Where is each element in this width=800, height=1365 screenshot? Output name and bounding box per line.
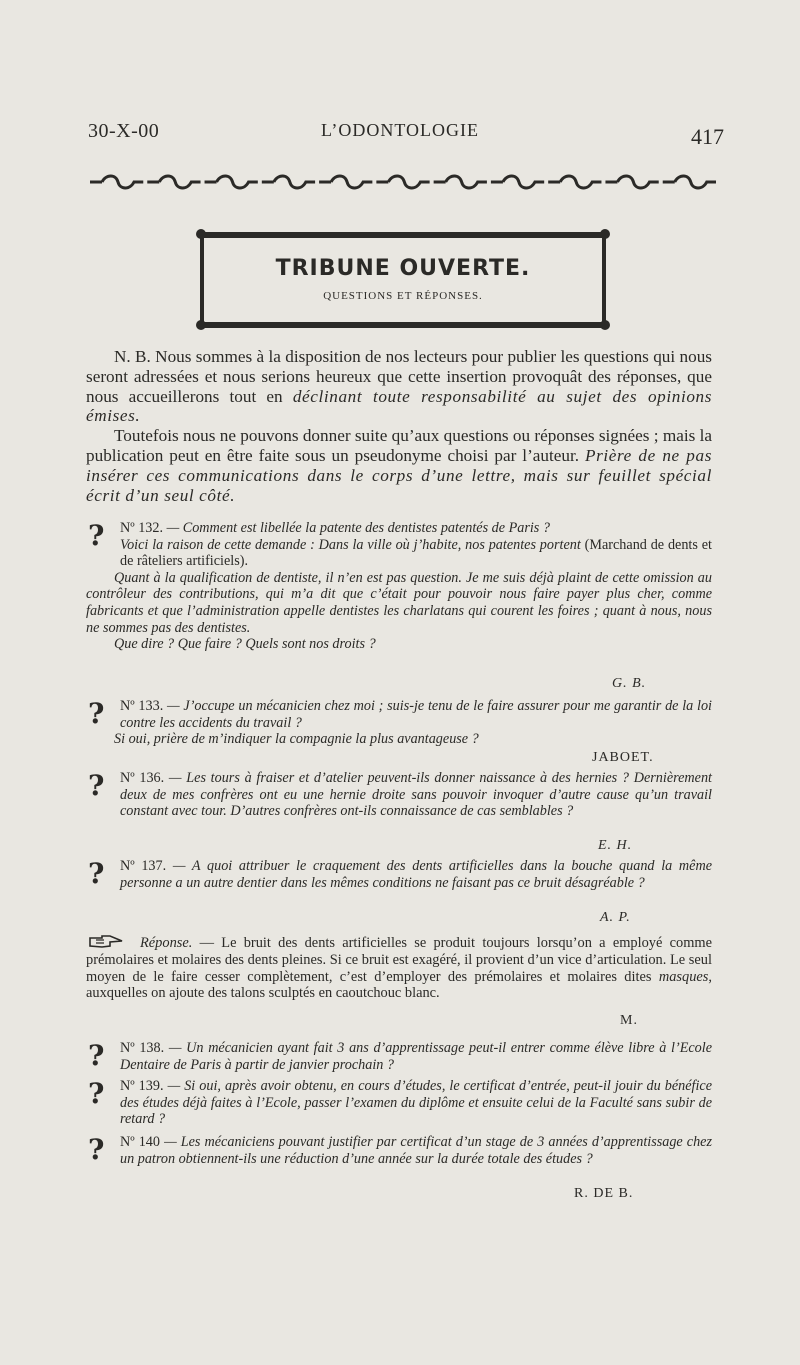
journal-title: L’ODONTOLOGIE bbox=[321, 120, 479, 140]
question-mark-icon: ? bbox=[88, 1039, 105, 1072]
question-139: Nº 139. — Si oui, après avoir obtenu, en cours d’études, le certificat d’entrée, peut-il jouir du bénéfice des études déjà faites à l’Ecole, passer l’examen du diplôme et ensuite celui de la Faculté sans subir de retard ? bbox=[120, 1078, 712, 1128]
section-title: TRIBUNE OUVERTE. bbox=[275, 256, 531, 281]
question-138: Nº 138. — Un mécanicien ayant fait 3 ans d’apprentissage peut-il entrer comme élève libre à l’Ecole Dentaire de Paris à partir de janvier prochain ? bbox=[120, 1040, 712, 1073]
question-mark-icon: ? bbox=[88, 857, 105, 890]
response-137: Réponse. — Le bruit des dents artificielles se produit toujours lorsqu’on a employé comme prémolaires et molaires des dents pleines. Si ce bruit est exagéré, il provient d’un vice d’articulation. Le seul moyen de le faire cesser complètement, c’est d’employer des prémolaires et molaires dites masques, auxquelles on ajoute des talons sculptés en caoutchouc blanc. bbox=[86, 935, 712, 1002]
question-140: Nº 140 — Les mécaniciens pouvant justifier par certificat d’un stage de 3 années d’apprentissage chez un patron obtiennent-ils une réduction d’une année sur la durée totale des études ? bbox=[120, 1134, 713, 1167]
issue-date: 30-X-00 bbox=[88, 120, 160, 142]
final-signature: R. DE B. bbox=[574, 1186, 634, 1201]
section-title-box bbox=[196, 228, 610, 330]
question-mark-icon: ? bbox=[88, 1133, 105, 1166]
question-mark-icon: ? bbox=[88, 1077, 105, 1110]
question-mark-icon: ? bbox=[88, 769, 105, 802]
ornament-segment bbox=[376, 176, 429, 188]
ornament-segment bbox=[319, 176, 372, 188]
signature-137: A. P. bbox=[600, 910, 631, 925]
question-136: Nº 136. — Les tours à fraiser et d’atelier peuvent-ils donner naissance à des hernies ? Dernièrement deux de mes confrères ont eu une hernie droite sans pouvoir invoquer d’autre cause qu’un travail constant avec tour. D’autres confrères ont-ils connaissance de cas semblables ? bbox=[120, 770, 712, 820]
question-133: Nº 133. — J’occupe un mécanicien chez moi ; suis-je tenu de le faire assurer pour me garantir de la loi contre les accidents du travail ? Si oui, prière de m’indiquer la compagnie la plus avantageuse ? bbox=[114, 698, 712, 748]
question-mark-icon: ? bbox=[88, 697, 105, 730]
signature-133: JABOET. bbox=[592, 750, 654, 765]
running-head bbox=[88, 118, 724, 149]
ornament-segment bbox=[147, 176, 200, 188]
ornament-segment bbox=[663, 176, 716, 188]
ornament-segment bbox=[434, 176, 487, 188]
ornament-segment bbox=[491, 176, 544, 188]
ornament-segment bbox=[205, 176, 258, 188]
intro-paragraph-2: Toutefois nous ne pouvons donner suite qu’aux questions ou réponses signées ; mais la publication peut en être faite sous un pseudonyme choisi par l’auteur. Prière de ne pas insérer ces communications dans le corps d’une lettre, mais sur feuillet spécial écrit d’un seul côté. bbox=[86, 426, 712, 505]
signature-132: G. B. bbox=[612, 676, 647, 691]
signature-response: M. bbox=[620, 1013, 638, 1028]
section-subtitle: QUESTIONS ET RÉPONSES. bbox=[323, 290, 483, 302]
ornament-segment bbox=[262, 176, 315, 188]
ornament-band bbox=[88, 172, 718, 192]
ornament-segment bbox=[548, 176, 601, 188]
question-132: Nº 132. — Comment est libellée la patente des dentistes patentés de Paris ? Voici la raison de cette demande : Dans la ville où j’habite, nos patentes portent (Marchand de dents et de râteliers artificiels). Quant à la qualification de dentiste, il n’en est pas question. Je me suis déjà plaint de cette omission au contrôleur des contributions, qui m’a dit que c’était pour pouvoir nous faire payer plus cher, comme fabricants et que l’administration appelle dentistes les charlatans qui courent les foires ; quant à nous, nous ne sommes pas des dentistes. Que dire ? Que faire ? Quels sont nos droits ? bbox=[86, 520, 712, 653]
question-mark-icon: ? bbox=[88, 519, 105, 552]
signature-136: E. H. bbox=[598, 838, 633, 853]
page-number: 417 bbox=[691, 124, 724, 149]
question-137: Nº 137. — A quoi attribuer le craquement des dents artificielles dans la bouche quand la même personne a un autre dentier dans les mêmes conditions ne faisant pas ce bruit désagréable ? bbox=[120, 858, 712, 891]
ornament-segment bbox=[90, 176, 143, 188]
intro-paragraph-1: N. B. Nous sommes à la disposition de nos lecteurs pour publier les questions qui nous seront adressées et nous serions heureux que cette insertion provoquât des réponses, que nous accueillerons tout en déclinant toute responsabilité au sujet des opinions émises. bbox=[86, 347, 712, 426]
ornament-segment bbox=[605, 176, 658, 188]
intro-text bbox=[86, 347, 712, 505]
